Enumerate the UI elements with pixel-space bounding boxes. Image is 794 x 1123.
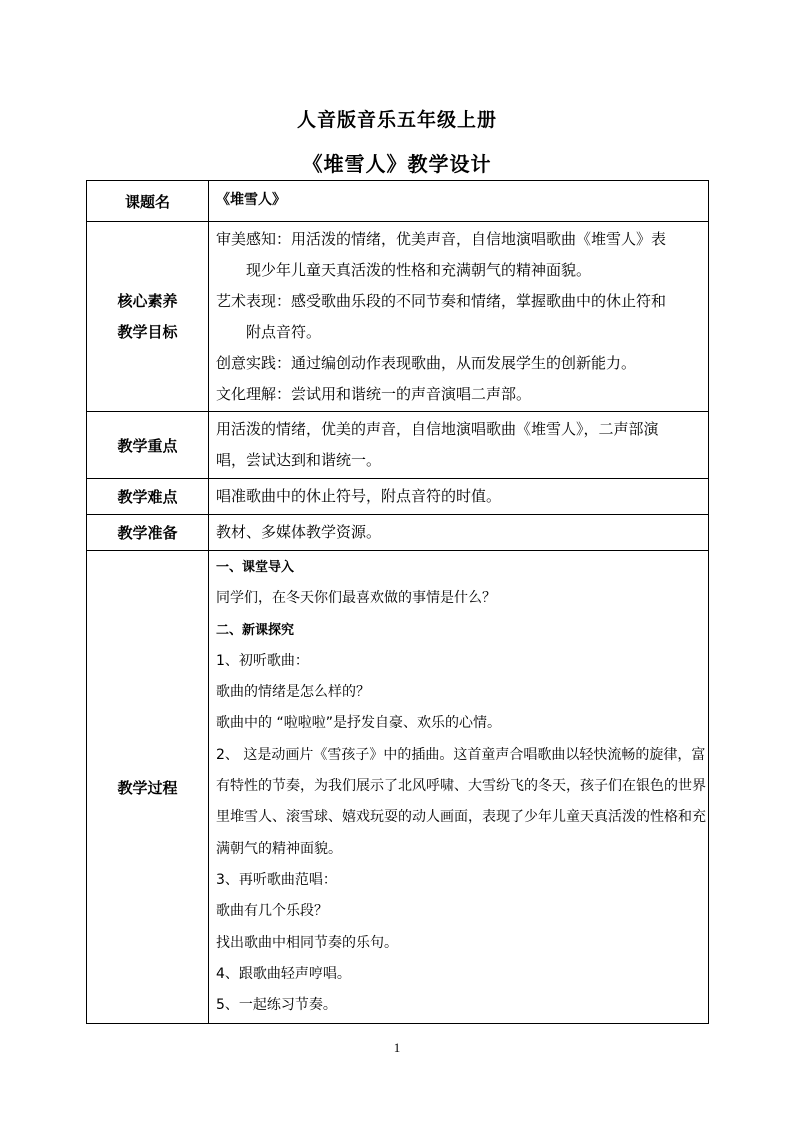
goal-line: 艺术表现：感受歌曲乐段的不同节奏和情绪，掌握歌曲中的休止符和 [216,291,667,310]
process-line: 里堆雪人、滚雪球、嬉戏玩耍的动人画面，表现了少年儿童天真活泼的性格和充 [216,809,706,826]
process-content [209,551,709,1024]
key-points-label: 教学重点 [87,412,209,479]
process-line: 二、新课探究 [216,622,295,638]
difficulties-label: 教学难点 [87,479,209,515]
process-line: 4、跟歌曲轻声哼唱。 [216,965,351,982]
table-row-goals [87,222,709,412]
process-line: 找出歌曲中相同节奏的乐句。 [216,934,398,951]
goal-line: 附点音符。 [246,322,322,341]
process-line: 一、课堂导入 [216,560,295,575]
difficulties-content: 唱准歌曲中的休止符号，附点音符的时值。 [209,479,709,515]
table-row-key-points [87,412,709,479]
process-line: 歌曲的情绪是怎么样的？ [216,684,370,701]
process-line: 歌曲中的 “啦啦啦”是抒发自豪、欢乐的心情。 [216,715,501,732]
goal-line: 文化理解：尝试用和谐统一的声音演唱二声部。 [216,384,532,403]
table-row-difficulties [87,479,709,515]
topic-label: 课题名 [87,181,209,222]
process-line: 有特性的节奏，为我们展示了北风呼啸、大雪纷飞的冬天，孩子们在银色的世界 [216,778,706,795]
process-line: 3、再听歌曲范唱： [216,871,337,888]
goal-line: 审美感知：用活泼的情绪，优美声音，自信地演唱歌曲《堆雪人》表 [216,229,667,248]
process-label: 教学过程 [87,551,209,1024]
preparation-label: 教学准备 [87,515,209,551]
process-line: 2、 这是动画片《雪孩子》中的插曲。这首童声合唱歌曲以轻快流畅的旋律，富 [216,746,706,763]
key-points-content: 用活泼的情绪，优美的声音，自信地演唱歌曲《堆雪人》，二声部演 唱，尝试达到和谐统一。 [209,412,709,479]
process-line: 5、一起练习节奏。 [216,997,337,1014]
process-line: 歌曲有几个乐段？ [216,903,328,920]
page-number: 1 [393,1040,401,1055]
process-line: 满朝气的精神面貌。 [216,840,342,857]
goals-content [209,222,709,412]
goal-line: 现少年儿童天真活泼的性格和充满朝气的精神面貌。 [246,260,592,279]
table-row-topic [87,181,709,222]
lesson-plan-table [86,180,709,1024]
document-title: 人音版音乐五年级上册 [296,109,497,131]
topic-value: 《堆雪人》 [209,181,709,222]
document-subtitle: 《堆雪人》教学设计 [302,152,492,176]
process-line: 1、初听歌曲： [216,652,309,669]
goal-line: 创意实践：通过编创动作表现歌曲，从而发展学生的创新能力。 [216,353,637,372]
process-line: 同学们，在冬天你们最喜欢做的事情是什么？ [216,590,496,607]
preparation-content: 教材、多媒体教学资源。 [209,515,709,551]
table-row-preparation [87,515,709,551]
table-row-process [87,551,709,1024]
goals-label: 核心素养 教学目标 [87,222,209,412]
